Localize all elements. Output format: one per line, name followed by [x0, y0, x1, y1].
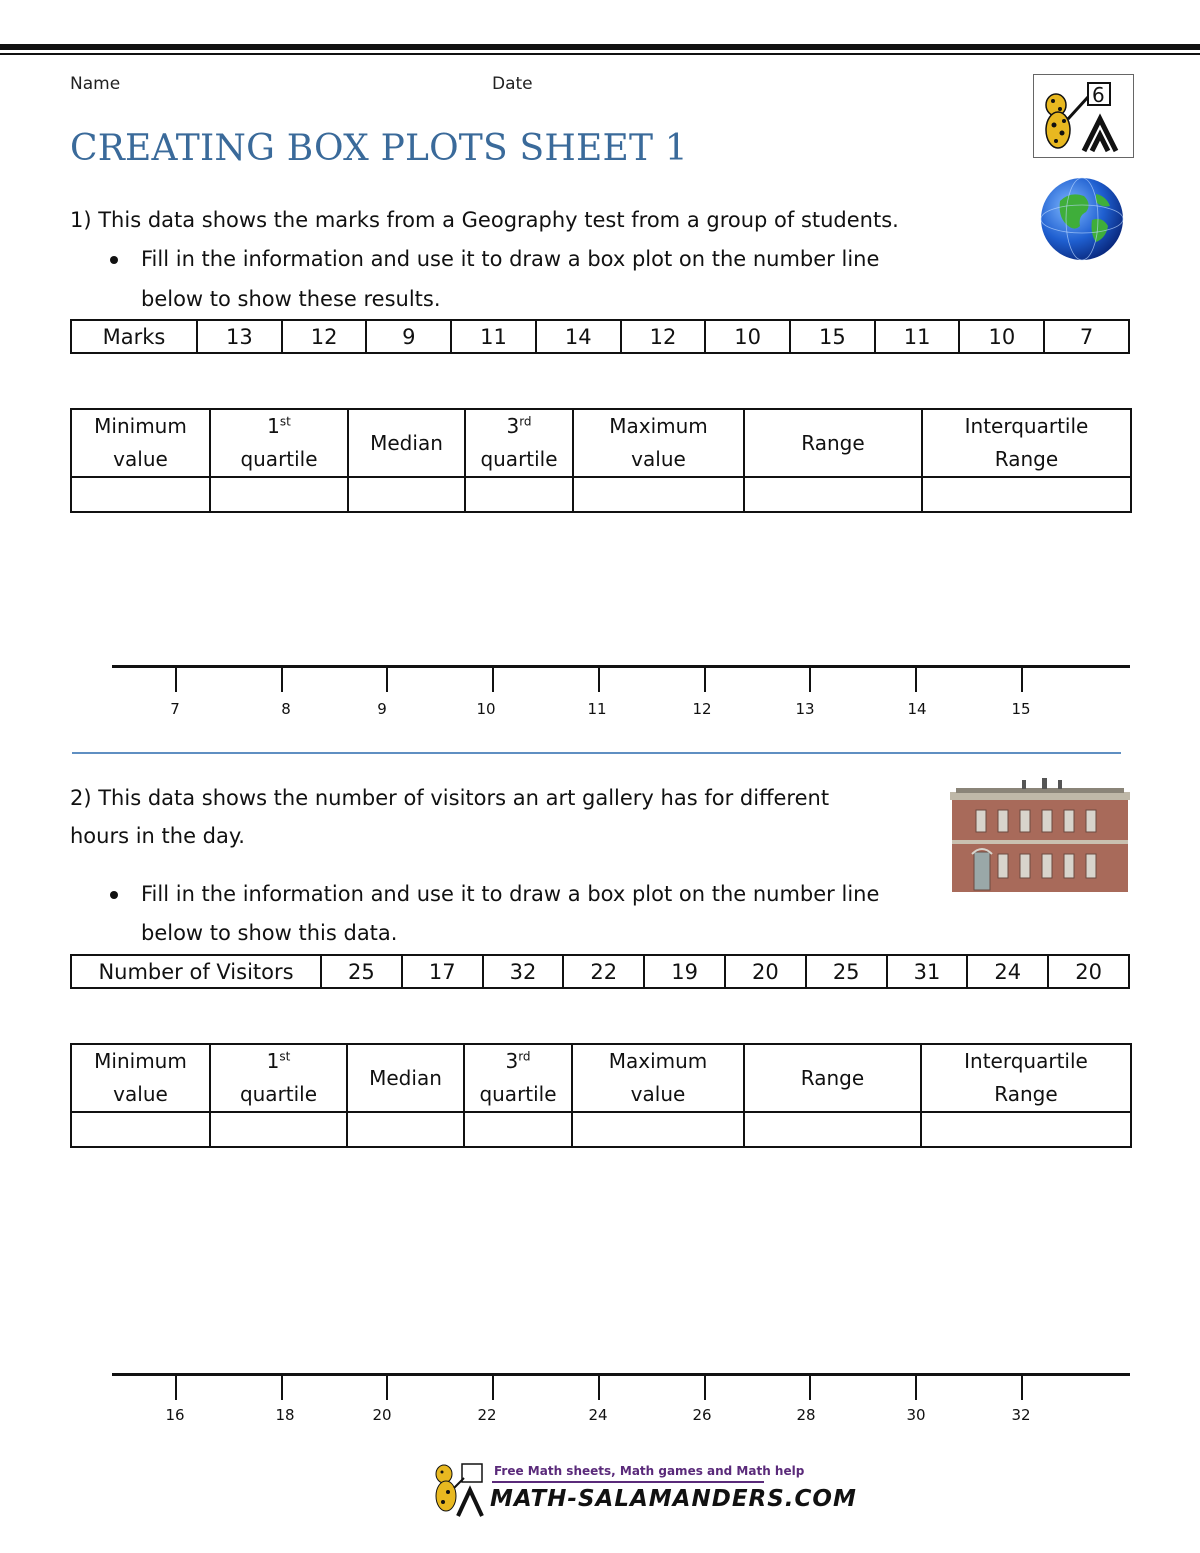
header-iqr: Interquartile Range: [922, 409, 1131, 477]
q1-bullet-line-2: below to show these results.: [141, 287, 441, 311]
data-cell: 20: [1048, 955, 1129, 988]
bullet-dot: [110, 891, 118, 899]
axis-tick-label: 10: [476, 700, 496, 718]
axis-tick: [386, 668, 388, 692]
header-iqr: Interquartile Range: [921, 1044, 1131, 1112]
axis-tick: [915, 668, 917, 692]
data-cell: 22: [563, 955, 644, 988]
axis-tick: [175, 1376, 177, 1400]
data-cell: 9: [366, 320, 451, 353]
data-cell: 13: [197, 320, 282, 353]
data-cell: 17: [402, 955, 483, 988]
q2-bullet-line-1: Fill in the information and use it to draw a box plot on the number line: [141, 882, 880, 906]
axis-tick: [492, 1376, 494, 1400]
header-third-quartile: 3rd quartile: [464, 1044, 572, 1112]
answer-cell-maximum[interactable]: [573, 477, 744, 512]
axis-tick-label: 18: [275, 1406, 295, 1424]
date-label: Date: [492, 74, 533, 94]
q2-row-label: Number of Visitors: [71, 955, 321, 988]
axis-tick: [704, 668, 706, 692]
top-rule-thin: [0, 53, 1200, 55]
axis-tick-label: 14: [907, 700, 927, 718]
axis-tick-label: 32: [1011, 1406, 1031, 1424]
header-first-quartile: 1st quartile: [210, 1044, 347, 1112]
salamander-icon: [428, 1460, 490, 1518]
grade-number: 6: [1092, 83, 1105, 107]
footer-logo: [428, 1460, 857, 1520]
axis-tick: [386, 1376, 388, 1400]
salamander-logo-icon: [1034, 75, 1133, 157]
footer-rule: [492, 1481, 764, 1483]
header-minimum: Minimum value: [71, 1044, 210, 1112]
page-title: CREATING BOX PLOTS SHEET 1: [70, 128, 688, 169]
axis-tick-label: 12: [692, 700, 712, 718]
axis-tick: [809, 668, 811, 692]
q2-text-line-2: hours in the day.: [70, 824, 245, 848]
q1-row-label: Marks: [71, 320, 197, 353]
grade-logo: [1033, 74, 1134, 158]
axis-tick-label: 24: [588, 1406, 608, 1424]
q2-number-line: [112, 1373, 1130, 1376]
q1-data-table: [70, 319, 1130, 354]
answer-cell-third-quartile[interactable]: [464, 1112, 572, 1147]
data-cell: 24: [967, 955, 1048, 988]
axis-tick-label: 30: [906, 1406, 926, 1424]
data-cell: 10: [705, 320, 790, 353]
answer-cell-first-quartile[interactable]: [210, 1112, 347, 1147]
axis-tick: [1021, 668, 1023, 692]
q1-number-line: [112, 665, 1130, 668]
axis-tick-label: 11: [587, 700, 607, 718]
axis-tick-label: 22: [477, 1406, 497, 1424]
axis-tick-label: 28: [796, 1406, 816, 1424]
footer-tagline: Free Math sheets, Math games and Math help: [494, 1464, 805, 1478]
header-median: Median: [347, 1044, 464, 1112]
answer-cell-maximum[interactable]: [572, 1112, 744, 1147]
top-rule-thick: [0, 44, 1200, 50]
data-cell: 31: [887, 955, 968, 988]
globe-icon: [1040, 176, 1124, 262]
art-gallery-building-icon: [950, 776, 1130, 892]
q2-text-line-1: 2) This data shows the number of visitors an art gallery has for different: [70, 786, 830, 810]
header-first-quartile: 1st quartile: [210, 409, 348, 477]
data-cell: 32: [483, 955, 564, 988]
q1-stats-table: [70, 408, 1132, 513]
q2-data-table: [70, 954, 1130, 989]
name-label: Name: [70, 74, 121, 94]
axis-tick-label: 7: [170, 700, 180, 718]
data-cell: 7: [1044, 320, 1129, 353]
answer-cell-range[interactable]: [744, 1112, 921, 1147]
answer-cell-median[interactable]: [348, 477, 465, 512]
axis-tick: [492, 668, 494, 692]
footer-site-name: MATH-SALAMANDERS.COM: [490, 1486, 857, 1512]
header-range: Range: [744, 1044, 921, 1112]
axis-tick: [704, 1376, 706, 1400]
q1-text: 1) This data shows the marks from a Geography test from a group of students.: [70, 208, 899, 232]
axis-tick: [281, 1376, 283, 1400]
answer-cell-range[interactable]: [744, 477, 922, 512]
axis-tick-label: 13: [795, 700, 815, 718]
data-cell: 12: [282, 320, 367, 353]
axis-tick: [1021, 1376, 1023, 1400]
header-maximum: Maximum value: [573, 409, 744, 477]
data-cell: 25: [321, 955, 402, 988]
axis-tick-label: 9: [377, 700, 387, 718]
q2-bullet-line-2: below to show this data.: [141, 921, 398, 945]
data-cell: 12: [621, 320, 706, 353]
answer-cell-minimum[interactable]: [71, 477, 210, 512]
header-maximum: Maximum value: [572, 1044, 744, 1112]
q1-bullet-line-1: Fill in the information and use it to draw a box plot on the number line: [141, 247, 880, 271]
header-range: Range: [744, 409, 922, 477]
axis-tick-label: 8: [281, 700, 291, 718]
axis-tick: [281, 668, 283, 692]
q2-stats-table: [70, 1043, 1132, 1148]
bullet-dot: [110, 256, 118, 264]
data-cell: 20: [725, 955, 806, 988]
axis-tick-label: 16: [165, 1406, 185, 1424]
answer-cell-iqr[interactable]: [922, 477, 1131, 512]
section-divider: [72, 752, 1121, 754]
header-median: Median: [348, 409, 465, 477]
axis-tick: [809, 1376, 811, 1400]
data-cell: 19: [644, 955, 725, 988]
answer-cell-iqr[interactable]: [921, 1112, 1131, 1147]
data-cell: 11: [451, 320, 536, 353]
answer-cell-first-quartile[interactable]: [210, 477, 348, 512]
axis-tick: [598, 668, 600, 692]
axis-tick: [175, 668, 177, 692]
data-cell: 15: [790, 320, 875, 353]
axis-tick-label: 26: [692, 1406, 712, 1424]
axis-tick-label: 15: [1011, 700, 1031, 718]
axis-tick: [915, 1376, 917, 1400]
answer-cell-median[interactable]: [347, 1112, 464, 1147]
header-minimum: Minimum value: [71, 409, 210, 477]
answer-cell-third-quartile[interactable]: [465, 477, 573, 512]
axis-tick: [598, 1376, 600, 1400]
data-cell: 25: [806, 955, 887, 988]
axis-tick-label: 20: [372, 1406, 392, 1424]
answer-cell-minimum[interactable]: [71, 1112, 210, 1147]
data-cell: 14: [536, 320, 621, 353]
data-cell: 10: [959, 320, 1044, 353]
data-cell: 11: [875, 320, 960, 353]
header-third-quartile: 3rd quartile: [465, 409, 573, 477]
